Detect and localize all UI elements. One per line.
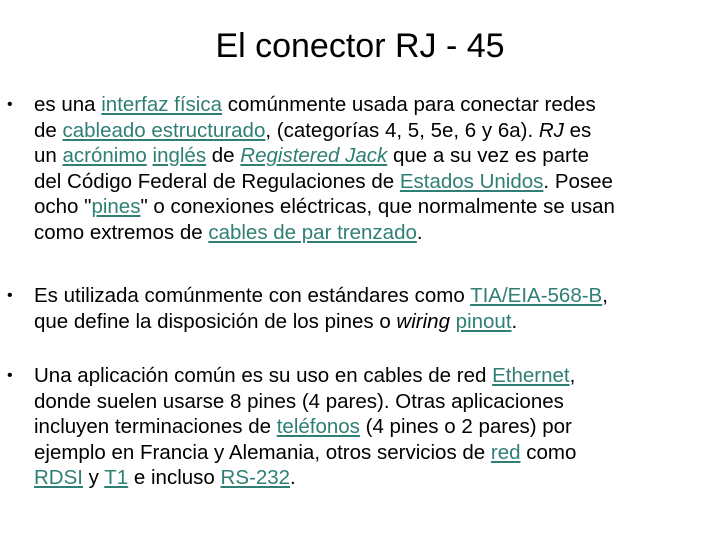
text-span: incluyen terminaciones de — [34, 415, 277, 439]
hyperlink[interactable]: acrónimo — [62, 144, 147, 168]
text-span: Una aplicación común es su uso en cables de red — [34, 364, 493, 387]
text-span: . — [416, 220, 423, 244]
hyperlink[interactable]: cableado estructurado — [62, 118, 266, 142]
text-span: , (categorías 4, 5, 5e, 6 y 6a). — [265, 118, 539, 142]
text-span: Es utilizada comúnmente con estándares como — [34, 284, 471, 307]
text-line — [34, 283, 720, 309]
bullet-paragraph — [7, 363, 720, 491]
hyperlink[interactable]: interfaz física — [101, 93, 223, 116]
text-span: . Posee — [543, 169, 613, 193]
text-span: es — [563, 118, 592, 142]
hyperlink[interactable]: pinout — [455, 309, 512, 333]
text-span: de — [34, 118, 63, 142]
text-span: (4 pines o 2 pares) por — [359, 415, 572, 439]
text-span: como — [520, 440, 577, 464]
hyperlink[interactable]: teléfonos — [276, 415, 360, 439]
text-line — [34, 309, 720, 335]
text-span: como extremos de — [34, 220, 209, 244]
text-span: de — [206, 144, 241, 168]
text-span: que define la disposición de los pines o — [34, 309, 397, 333]
bullet-dot-icon: • — [7, 96, 13, 113]
hyperlink[interactable]: Ethernet — [492, 364, 570, 387]
text-line — [34, 169, 720, 195]
text-line — [34, 220, 720, 246]
hyperlink[interactable]: Registered Jack — [240, 144, 388, 168]
text-span: RJ — [538, 118, 564, 142]
bullet-dot-icon: • — [7, 367, 13, 384]
bullet-paragraph — [7, 283, 720, 334]
text-line — [34, 389, 720, 415]
text-line — [34, 440, 720, 466]
text-line — [34, 414, 720, 440]
text-line — [34, 118, 720, 144]
text-span: comúnmente usada para conectar redes — [222, 93, 596, 116]
text-span: , — [569, 364, 576, 387]
slide-title: El conector RJ - 45 — [215, 27, 505, 65]
text-span: , — [602, 284, 608, 307]
text-line — [34, 465, 720, 491]
text-span: donde suelen usarse 8 pines (4 pares). Otras aplicaciones — [34, 389, 564, 413]
hyperlink[interactable]: RS-232 — [220, 466, 291, 490]
text-line — [34, 194, 720, 220]
text-span: e incluso — [128, 466, 221, 490]
text-line — [34, 143, 720, 169]
text-span: es una — [34, 93, 102, 116]
hyperlink[interactable]: TIA/EIA-568-B — [470, 284, 603, 307]
text-span: wiring — [396, 309, 450, 333]
text-span: . — [290, 466, 296, 490]
text-span: y — [82, 466, 105, 490]
text-span: ocho " — [34, 195, 92, 219]
text-line — [34, 92, 720, 118]
hyperlink[interactable]: inglés — [152, 144, 207, 168]
text-span: que a su vez es parte — [387, 144, 589, 168]
hyperlink[interactable]: pines — [91, 195, 141, 219]
text-span: ejemplo en Francia y Alemania, otros servicios de — [34, 440, 491, 464]
bullet-dot-icon: • — [7, 287, 13, 304]
text-span: del Código Federal de Regulaciones de — [34, 169, 400, 193]
hyperlink[interactable]: T1 — [104, 466, 129, 490]
text-line — [34, 363, 720, 389]
bullet-paragraph — [7, 92, 720, 246]
hyperlink[interactable]: cables de par trenzado — [208, 220, 417, 244]
hyperlink[interactable]: red — [490, 440, 521, 464]
hyperlink[interactable]: RDSI — [34, 466, 83, 490]
text-span: un — [34, 144, 63, 168]
text-span: " o conexiones eléctricas, que normalmente se usan — [140, 195, 615, 219]
text-span: . — [511, 309, 518, 333]
hyperlink[interactable]: Estados Unidos — [399, 169, 544, 193]
